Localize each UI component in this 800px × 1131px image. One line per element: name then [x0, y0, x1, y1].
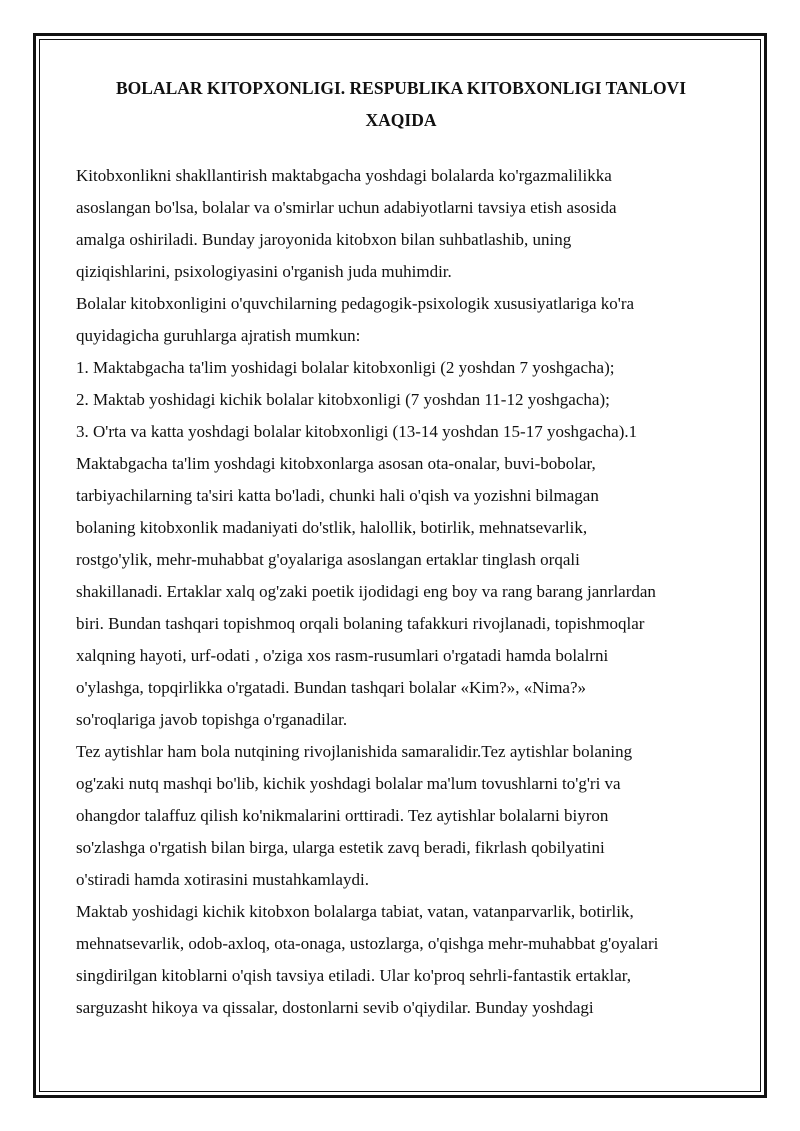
- text-line: so'roqlariga javob topishga o'rganadilar.: [76, 710, 348, 729]
- list-item-2: [76, 384, 726, 416]
- text-line: bolaning kitobxonlik madaniyati do'stlik, halollik, botirlik, mehnatsevarlik,: [76, 518, 588, 537]
- text-line: Tez aytishlar ham bola nutqining rivojlanishida samaralidir.Tez aytishlar bolaning: [76, 742, 633, 761]
- paragraph-preschool: [76, 448, 726, 736]
- paragraph-school-age: [76, 896, 726, 1024]
- text-line: Bolalar kitobxonligini o'quvchilarning pedagogik-psixologik xususiyatlariga ko'ra: [76, 294, 635, 313]
- paragraph-intro: [76, 160, 726, 288]
- document-title: [76, 72, 726, 136]
- text-line: Maktabgacha ta'lim yoshdagi kitobxonlarga asosan ota-onalar, buvi-bobolar,: [76, 454, 596, 473]
- text-line: 2. Maktab yoshidagi kichik bolalar kitobxonligi (7 yoshdan 11-12 yoshgacha);: [76, 390, 610, 409]
- text-line: og'zaki nutq mashqi bo'lib, kichik yoshdagi bolalar ma'lum tovushlarni to'g'ri va: [76, 774, 621, 793]
- paragraph-grouping: [76, 288, 726, 352]
- text-line: rostgo'ylik, mehr-muhabbat g'oyalariga asoslangan ertaklar tinglash orqali: [76, 550, 580, 569]
- text-line: o'ylashga, topqirlikka o'rgatadi. Bundan tashqari bolalar «Kim?», «Nima?»: [76, 678, 587, 697]
- text-line: quyidagicha guruhlarga ajratish mumkun:: [76, 326, 361, 345]
- text-line: xalqning hayoti, urf-odati , o'ziga xos rasm-rusumlari o'rgatadi hamda bolalrni: [76, 646, 609, 665]
- list-item-3: [76, 416, 726, 448]
- document-title-line: XAQIDA: [365, 110, 437, 130]
- paragraph-tongue-twisters: [76, 736, 726, 896]
- text-line: sarguzasht hikoya va qissalar, dostonlarni sevib o'qiydilar. Bunday yoshdagi: [76, 998, 594, 1017]
- document-body: [76, 72, 726, 1024]
- text-line: biri. Bundan tashqari topishmoq orqali bolaning tafakkuri rivojlanadi, topishmoqlar: [76, 614, 645, 633]
- text-line: tarbiyachilarning ta'siri katta bo'ladi, chunki hali o'qish va yozishni bilmagan: [76, 486, 599, 505]
- text-line: ohangdor talaffuz qilish ko'nikmalarini orttiradi. Tez aytishlar bolalarni biyron: [76, 806, 609, 825]
- text-line: asoslangan bo'lsa, bolalar va o'smirlar uchun adabiyotlarni tavsiya etish asosida: [76, 198, 617, 217]
- text-line: 3. O'rta va katta yoshdagi bolalar kitobxonligi (13-14 yoshdan 15-17 yoshgacha).1: [76, 422, 638, 441]
- text-line: amalga oshiriladi. Bunday jaroyonida kitobxon bilan suhbatlashib, uning: [76, 230, 572, 249]
- text-line: Kitobxonlikni shakllantirish maktabgacha yoshdagi bolalarda ko'rgazmalilikka: [76, 166, 612, 185]
- text-line: 1. Maktabgacha ta'lim yoshidagi bolalar kitobxonligi (2 yoshdan 7 yoshgacha);: [76, 358, 615, 377]
- text-line: shakillanadi. Ertaklar xalq og'zaki poetik ijodidagi eng boy va rang barang janrlardan: [76, 582, 656, 601]
- text-line: mehnatsevarlik, odob-axloq, ota-onaga, ustozlarga, o'qishga mehr-muhabbat g'oyalari: [76, 934, 659, 953]
- document-title-line: BOLALAR KITOPXONLIGI. RESPUBLIKA KITOBXONLIGI TANLOVI: [115, 78, 687, 98]
- text-line: so'zlashga o'rgatish bilan birga, ularga estetik zavq beradi, fikrlash qobilyatini: [76, 838, 605, 857]
- text-line: Maktab yoshidagi kichik kitobxon bolalarga tabiat, vatan, vatanparvarlik, botirlik,: [76, 902, 634, 921]
- text-line: o'stiradi hamda xotirasini mustahkamlaydi.: [76, 870, 369, 889]
- list-item-1: [76, 352, 726, 384]
- text-line: qiziqishlarini, psixologiyasini o'rganish juda muhimdir.: [76, 262, 452, 281]
- text-line: singdirilgan kitoblarni o'qish tavsiya etiladi. Ular ko'proq sehrli-fantastik ertaklar,: [76, 966, 631, 985]
